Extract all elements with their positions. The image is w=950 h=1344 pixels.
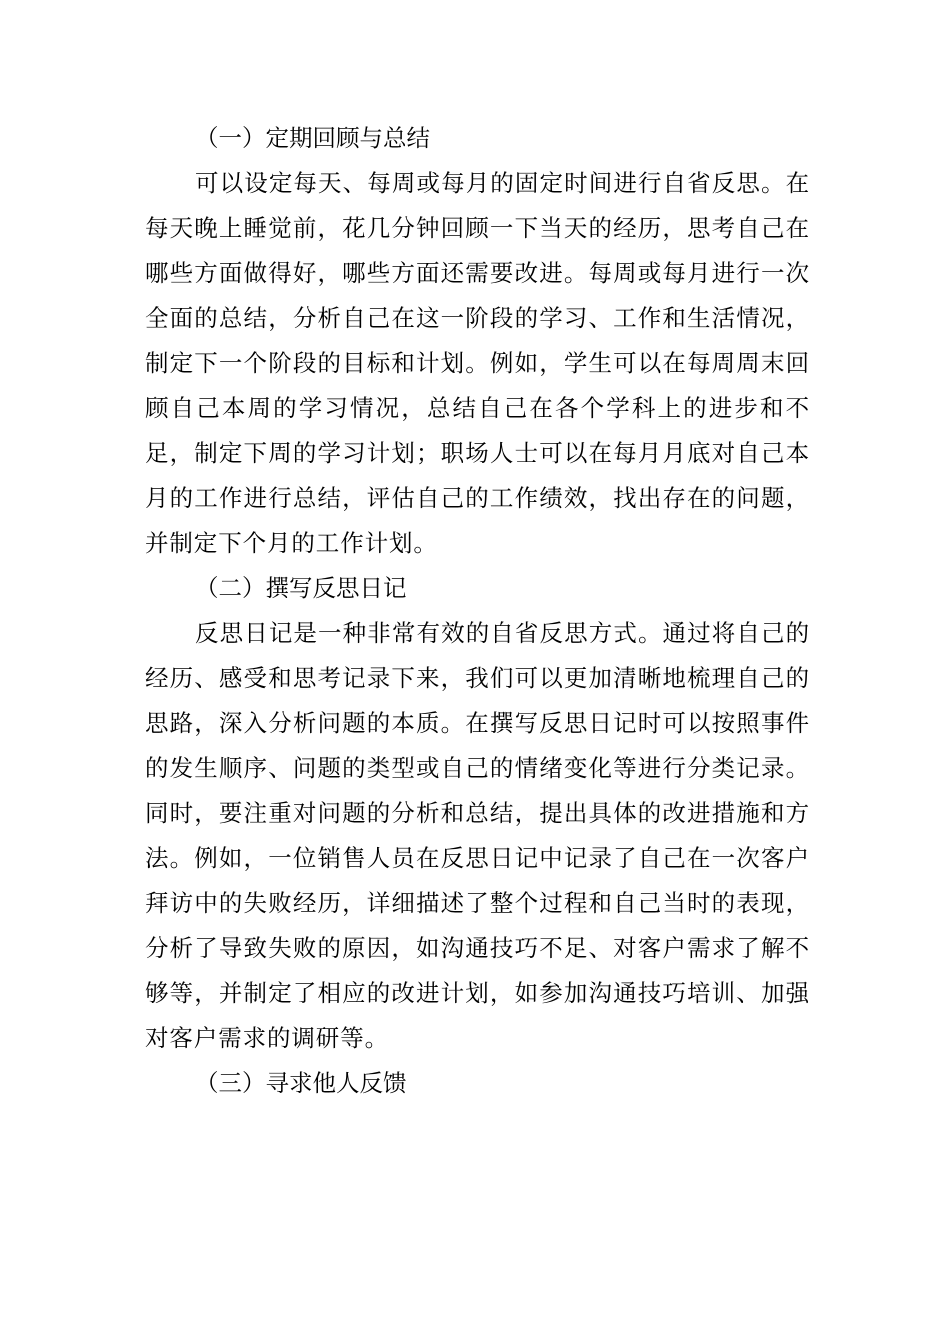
section-heading-2: （二）撰写反思日记 <box>195 574 407 602</box>
document-body <box>145 116 810 1106</box>
section-heading-3: （三）寻求他人反馈 <box>195 1069 407 1097</box>
section-paragraph-2: 反思日记是一种非常有效的自省反思方式。通过将自己的经历、感受和思考记录下来，我们可以更加清晰地梳理自己的思路，深入分析问题的本质。在撰写反思日记时可以按照事件的发生顺序、问题的类型或自己的情绪变化等进行分类记录。同时，要注重对问题的分析和总结，提出具体的改进措施和方法。例如，一位销售人员在反思日记中记录了自己在一次客户拜访中的失败经历，详细描述了整个过程和自己当时的表现，分析了导致失败的原因，如沟通技巧不足、对客户需求了解不够等，并制定了相应的改进计划，如参加沟通技巧培训、加强对客户需求的调研等。 <box>145 619 810 1052</box>
section-paragraph-1: 可以设定每天、每周或每月的固定时间进行自省反思。在每天晚上睡觉前，花几分钟回顾一下当天的经历，思考自己在哪些方面做得好，哪些方面还需要改进。每周或每月进行一次全面的总结，分析自己在这一阶段的学习、工作和生活情况，制定下一个阶段的目标和计划。例如，学生可以在每周周末回顾自己本周的学习情况，总结自己在各个学科上的进步和不足，制定下周的学习计划；职场人士可以在每月月底对自己本月的工作进行总结，评估自己的工作绩效，找出存在的问题，并制定下个月的工作计划。 <box>145 169 810 557</box>
section-heading-1: （一）定期回顾与总结 <box>195 124 430 152</box>
